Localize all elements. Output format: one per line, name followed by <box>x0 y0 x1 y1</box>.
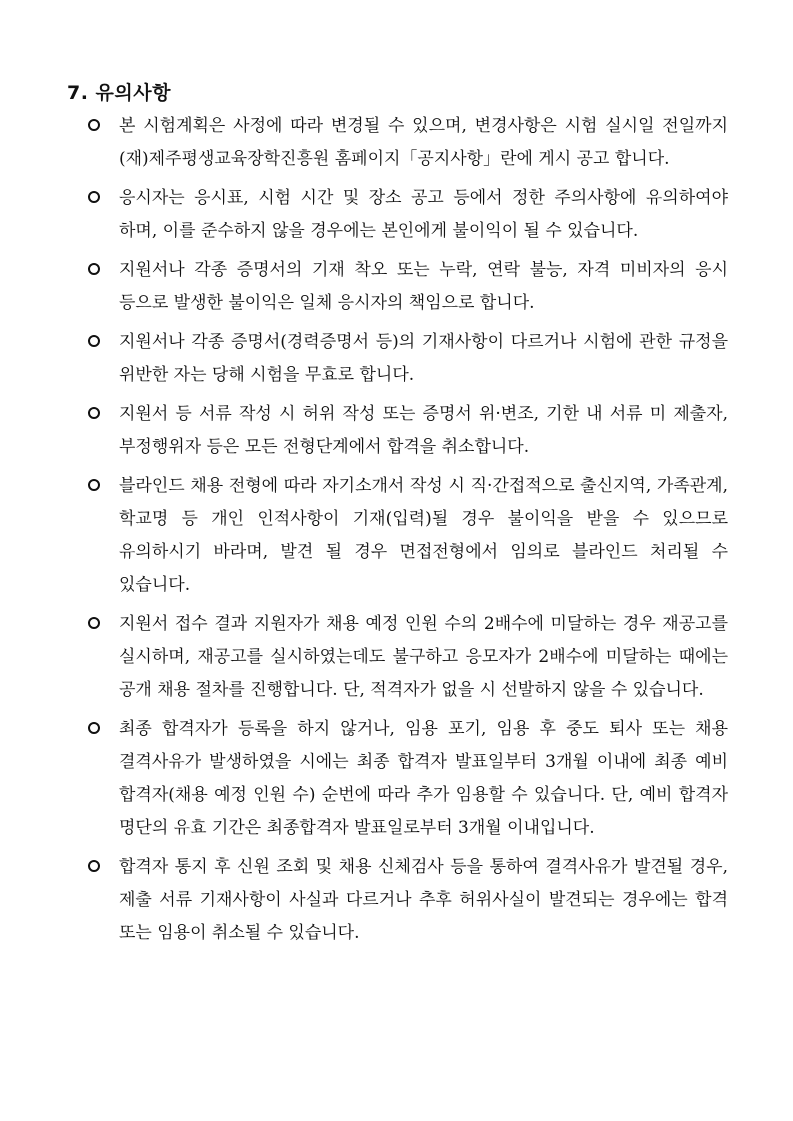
notice-list <box>88 110 728 956</box>
notice-item <box>88 398 728 464</box>
notice-item <box>88 470 728 602</box>
notice-text: 지원서나 각종 증명서의 기재 착오 또는 누락, 연락 불능, 자격 미비자의 응시 등으로 발생한 불이익은 일체 응시자의 책임으로 합니다. <box>119 260 728 313</box>
circle-bullet-icon <box>88 722 100 734</box>
notice-text: 본 시험계획은 사정에 따라 변경될 수 있으며, 변경사항은 시험 실시일 전일까지 (재)제주평생교육장학진흥원 홈페이지「공지사항」란에 게시 공고 합니다. <box>119 116 728 169</box>
notice-text: 합격자 통지 후 신원 조회 및 채용 신체검사 등을 통하여 결격사유가 발견될 경우, 제출 서류 기재사항이 사실과 다르거나 추후 허위사실이 발견되는 경우에는 합격 또는 임용이 취소될 수 있습니다. <box>119 857 728 943</box>
notice-item <box>88 254 728 320</box>
notice-item <box>88 110 728 176</box>
circle-bullet-icon <box>88 119 100 131</box>
notice-item <box>88 608 728 707</box>
circle-bullet-icon <box>88 479 100 491</box>
section-title: 7. 유의사항 <box>67 82 171 104</box>
circle-bullet-icon <box>88 407 100 419</box>
notice-text: 지원서 등 서류 작성 시 허위 작성 또는 증명서 위·변조, 기한 내 서류 미 제출자, 부정행위자 등은 모든 전형단계에서 합격을 취소합니다. <box>119 404 728 457</box>
circle-bullet-icon <box>88 335 100 347</box>
circle-bullet-icon <box>88 860 100 872</box>
notice-item <box>88 851 728 950</box>
notice-text: 지원서 접수 결과 지원자가 채용 예정 인원 수의 2배수에 미달하는 경우 재공고를 실시하며, 재공고를 실시하였는데도 불구하고 응모자가 2배수에 미달하는 때에는 공개 채용 절차를 진행합니다. 단, 적격자가 없을 시 선발하지 않을 수 있습니다. <box>119 614 728 700</box>
notice-item <box>88 326 728 392</box>
circle-bullet-icon <box>88 263 100 275</box>
notice-text: 지원서나 각종 증명서(경력증명서 등)의 기재사항이 다르거나 시험에 관한 규정을 위반한 자는 당해 시험을 무효로 합니다. <box>119 332 728 385</box>
notice-text: 블라인드 채용 전형에 따라 자기소개서 작성 시 직·간접적으로 출신지역, 가족관계, 학교명 등 개인 인적사항이 기재(입력)될 경우 불이익을 받을 수 있으므로 유의하시기 바라며, 발견 될 경우 면접전형에서 임의로 블라인드 처리될 수 있습니다. <box>119 476 728 595</box>
circle-bullet-icon <box>88 617 100 629</box>
circle-bullet-icon <box>88 191 100 203</box>
notice-text: 응시자는 응시표, 시험 시간 및 장소 공고 등에서 정한 주의사항에 유의하여야 하며, 이를 준수하지 않을 경우에는 본인에게 불이익이 될 수 있습니다. <box>119 188 728 241</box>
notice-item <box>88 713 728 845</box>
notice-item <box>88 182 728 248</box>
notice-text: 최종 합격자가 등록을 하지 않거나, 임용 포기, 임용 후 중도 퇴사 또는 채용 결격사유가 발생하였을 시에는 최종 합격자 발표일부터 3개월 이내에 최종 예비 합격자(채용 예정 인원 수) 순번에 따라 추가 임용할 수 있습니다. 단, 예비 합격자 명단의 유효 기간은 최종합격자 발표일로부터 3개월 이내입니다. <box>119 719 728 838</box>
